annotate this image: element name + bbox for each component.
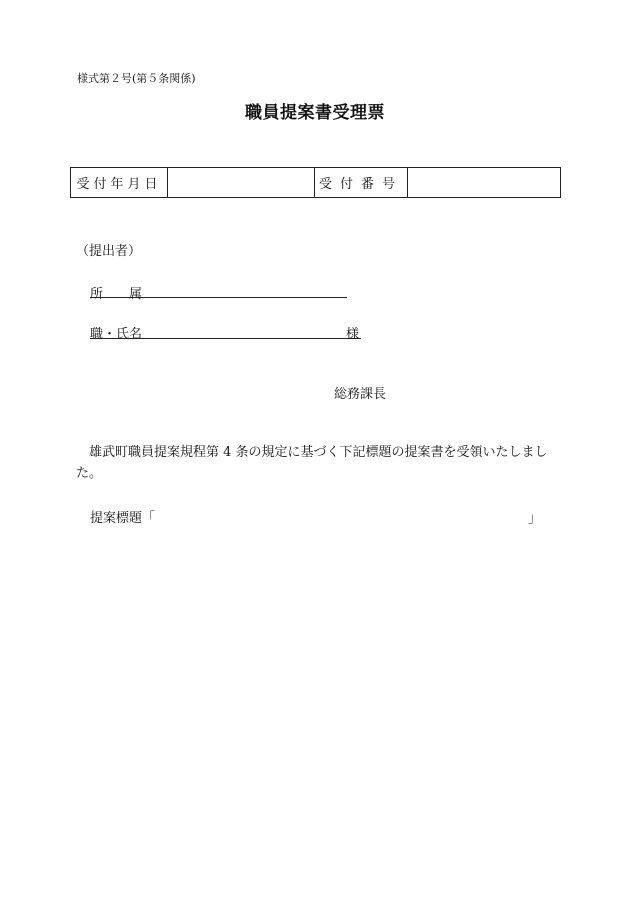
date-label: 受付年月日 bbox=[71, 168, 168, 198]
document-title: 職員提案書受理票 bbox=[245, 103, 385, 123]
date-field[interactable] bbox=[168, 168, 315, 198]
department-label: 所 属 bbox=[90, 287, 143, 302]
department-field[interactable] bbox=[90, 297, 347, 298]
submitter-heading: （提出者） bbox=[76, 244, 142, 259]
registration-table bbox=[70, 167, 561, 198]
number-label: 受付番号 bbox=[315, 168, 408, 198]
issuer: 総務課長 bbox=[334, 387, 387, 402]
proposal-title-label: 提案標題「 bbox=[90, 511, 156, 526]
name-label: 職・氏名 bbox=[90, 327, 143, 342]
body-text: 雄武町職員提案規程第 4 条の規定に基づく下記標題の提案書を受領いたしました。 bbox=[76, 445, 548, 481]
proposal-title-field[interactable] bbox=[160, 507, 520, 523]
proposal-title-close: 」 bbox=[528, 511, 542, 526]
name-field[interactable] bbox=[90, 338, 361, 339]
number-field[interactable] bbox=[408, 168, 561, 198]
form-number: 様式第２号(第５条関係) bbox=[77, 72, 196, 85]
honorific: 様 bbox=[346, 327, 360, 342]
registration-row bbox=[71, 168, 561, 198]
